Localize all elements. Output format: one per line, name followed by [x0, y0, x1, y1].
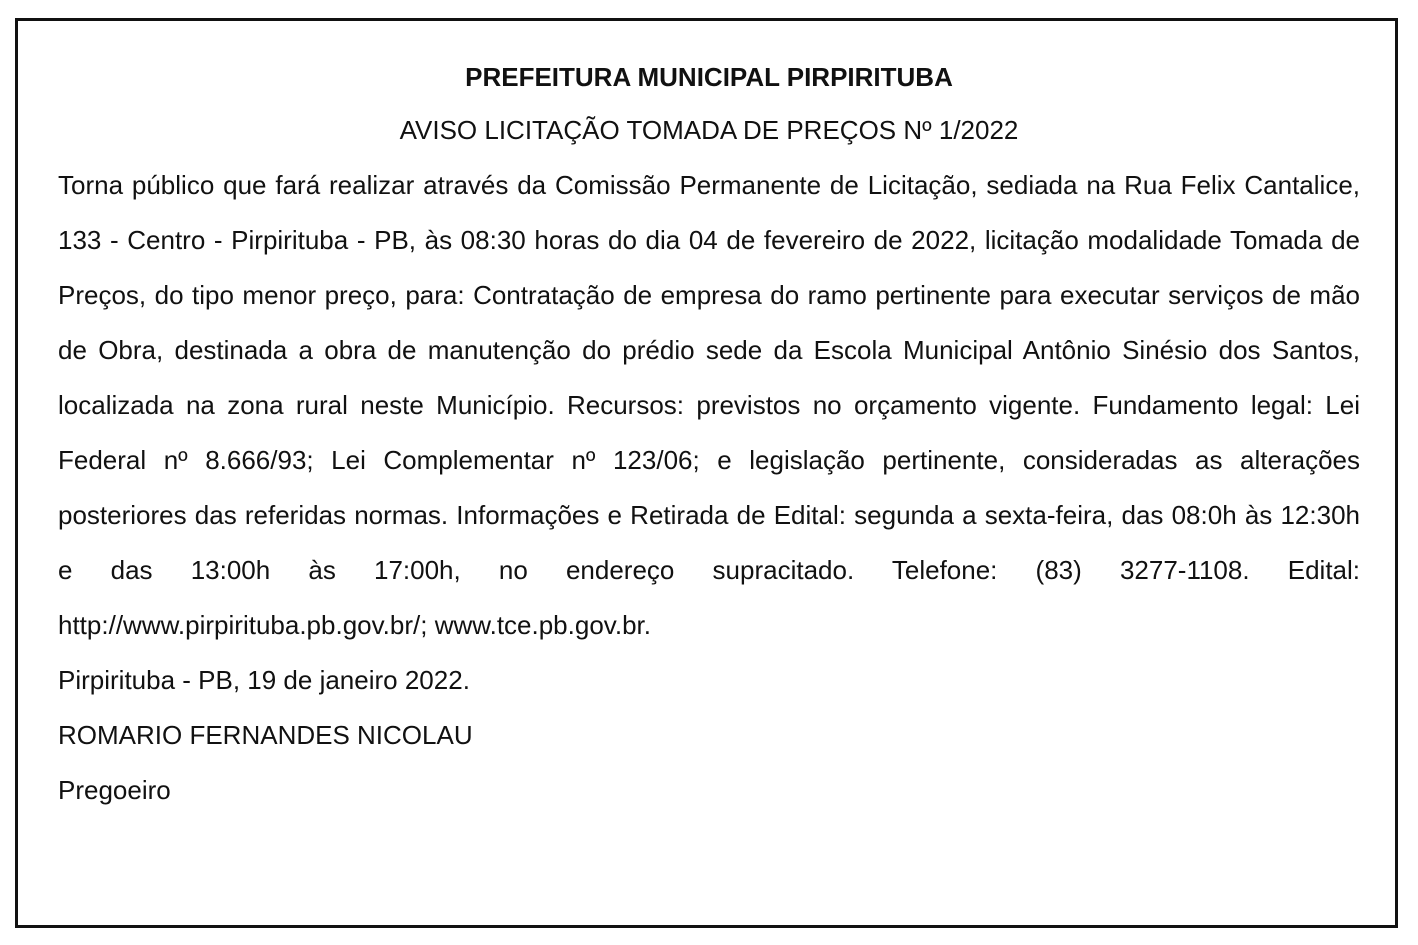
signer-name: ROMARIO FERNANDES NICOLAU: [58, 720, 473, 750]
signer-role: Pregoeiro: [58, 775, 171, 805]
notice-subtitle: AVISO LICITAÇÃO TOMADA DE PREÇOS Nº 1/2022: [399, 115, 1019, 145]
notice-body: Torna público que fará realizar através da Comissão Permanente de Licitação, sediada na Rua Felix Cantalice, 133 - Centro - Pirpirituba - PB, às 08:30 horas do dia 04 de fevereiro de 2022, licitação modalidade Tomada de Preços, do tipo menor preço, para: Contratação de empresa do ramo pertinente para executar serviços de mão de Obra, destinada a obra de manutenção do prédio sede da Escola Municipal Antônio Sinésio dos Santos, localizada na zona rural neste Município. Recursos: previstos no orçamento vigente. Fundamento legal: Lei Federal nº 8.666/93; Lei Complementar nº 123/06; e legislação pertinente, consideradas as alterações posteriores das referidas normas. Informações e Retirada de Edital: segunda a sexta-feira, das 08:0h às 12:30h e das 13:00h às 17:00h, no endereço supracitado. Telefone: (83) 3277-1108. Edital: http://www.pirpirituba.pb.gov.br/; www.tce.pb.gov.br.: [58, 170, 1360, 640]
notice-content: [58, 52, 1360, 818]
notice-title: PREFEITURA MUNICIPAL PIRPIRITUBA: [465, 62, 953, 92]
place-date: Pirpirituba - PB, 19 de janeiro 2022.: [58, 665, 470, 695]
